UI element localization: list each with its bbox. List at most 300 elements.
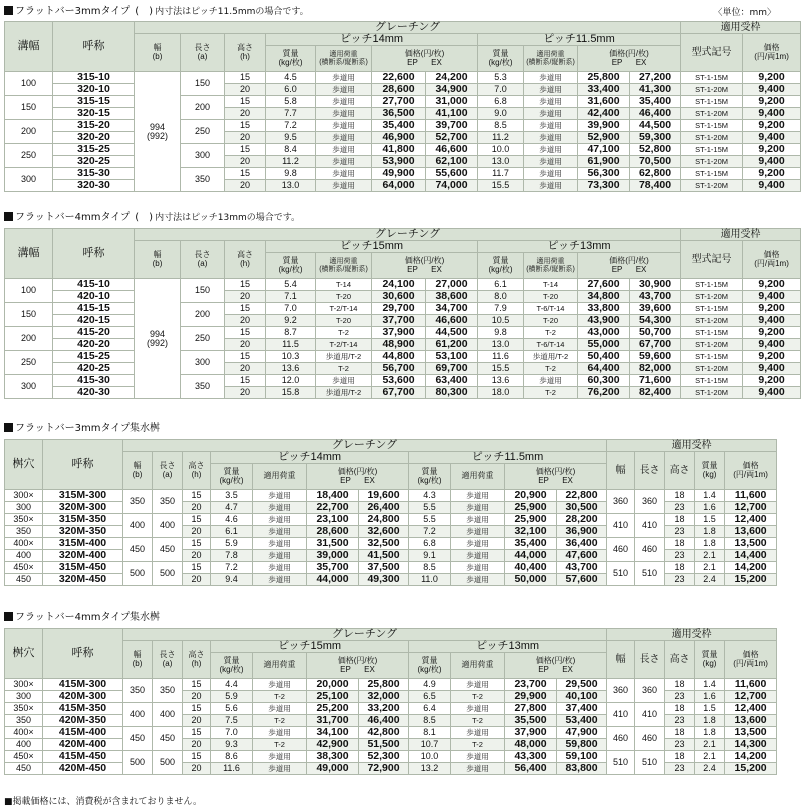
cell-frame-nagasa: 460 xyxy=(635,727,665,751)
cell-price-ep-a: 49,900 xyxy=(372,168,426,180)
cell-weight-a: 7.2 xyxy=(211,562,253,574)
cell-price-ep-a: 24,100 xyxy=(372,279,426,291)
header-kakaku-b: 価格(円/枚) EP EX xyxy=(505,464,607,490)
cell-nagasa: 350 xyxy=(153,679,183,703)
cell-weight-b: 8.5 xyxy=(478,120,524,132)
cell-code: 420M-350 xyxy=(43,715,123,727)
header-kakaku: 価格 (円/両1m) xyxy=(743,34,801,72)
header-mizohaba: 溝幅 xyxy=(5,22,53,72)
header-kosho: 呼称 xyxy=(53,22,135,72)
cell-mizohaba: 150 xyxy=(5,303,53,327)
cell-takasa: 15 xyxy=(225,72,266,84)
cell-frame-model: ST-1-20M xyxy=(681,132,743,144)
table-row xyxy=(5,363,801,375)
cell-price-ex-a: 25,800 xyxy=(359,679,409,691)
table-row xyxy=(5,96,801,108)
cell-load-a: 歩道用 xyxy=(253,490,307,502)
cell-mizohaba: 300 xyxy=(5,168,53,192)
cell-frame-model: ST-1-15M xyxy=(681,144,743,156)
cell-load-b: 歩道用 xyxy=(451,550,505,562)
cell-price-ex-b: 44,500 xyxy=(630,120,681,132)
cell-frame-nagasa: 460 xyxy=(635,538,665,562)
cell-takasa: 15 xyxy=(183,490,211,502)
cell-price-ep-b: 55,000 xyxy=(578,339,630,351)
cell-price-ex-a: 24,800 xyxy=(359,514,409,526)
cell-price-ex-b: 82,400 xyxy=(630,387,681,399)
cell-frame-takasa: 23 xyxy=(665,574,695,586)
cell-frame-takasa: 18 xyxy=(665,679,695,691)
cell-load-a: 歩道用 xyxy=(316,168,372,180)
header-frame-haba: 幅 xyxy=(607,641,635,679)
header-kakaku-a: 価格(円/枚) EP EX xyxy=(372,46,478,72)
cell-code: 320M-450 xyxy=(43,574,123,586)
cell-weight-a: 6.0 xyxy=(266,84,316,96)
cell-frame-price: 9,200 xyxy=(743,144,801,156)
section1-title-text: フラットバー3mmタイプ xyxy=(15,6,130,17)
cell-price-ex-b: 54,300 xyxy=(630,315,681,327)
table-row xyxy=(5,315,801,327)
cell-frame-price: 9,200 xyxy=(743,72,801,84)
cell-load-a: 歩道用 xyxy=(253,562,307,574)
cell-price-ex-b: 67,700 xyxy=(630,339,681,351)
cell-price-ex-a: 52,300 xyxy=(359,751,409,763)
cell-code: 315M-400 xyxy=(43,538,123,550)
cell-frame-model: ST-1-20M xyxy=(681,180,743,192)
cell-price-ex-a: 26,400 xyxy=(359,502,409,514)
cell-price-ep-a: 56,700 xyxy=(372,363,426,375)
cell-price-ep-a: 28,600 xyxy=(307,526,359,538)
cell-price-ex-b: 57,600 xyxy=(557,574,607,586)
cell-frame-price: 9,400 xyxy=(743,291,801,303)
cell-weight-b: 10.0 xyxy=(478,144,524,156)
cell-haba: 450 xyxy=(123,538,153,562)
cell-load-a: T-2 xyxy=(253,715,307,727)
header-masuana: 桝穴 xyxy=(5,629,43,679)
table-row xyxy=(5,538,777,550)
cell-weight-b: 6.8 xyxy=(478,96,524,108)
cell-frame-takasa: 18 xyxy=(665,751,695,763)
cell-price-ep-b: 33,400 xyxy=(578,84,630,96)
section1-inner-note: 内寸法はピッチ11.5mmの場合です。 xyxy=(155,7,309,17)
cell-price-ep-b: 56,400 xyxy=(505,763,557,775)
cell-price-ep-a: 27,700 xyxy=(372,96,426,108)
cell-price-ep-b: 31,600 xyxy=(578,96,630,108)
cell-takasa: 20 xyxy=(225,156,266,168)
header-frame-shitsuryo: 質量 (kg) xyxy=(695,641,725,679)
cell-masuana: 450× xyxy=(5,562,43,574)
cell-load-b: 歩道用 xyxy=(524,156,578,168)
cell-weight-a: 9.2 xyxy=(266,315,316,327)
table-flatbar-3mm xyxy=(4,21,801,192)
cell-code: 420-20 xyxy=(53,339,135,351)
cell-takasa: 15 xyxy=(225,120,266,132)
cell-frame-nagasa: 510 xyxy=(635,751,665,775)
cell-nagasa: 150 xyxy=(181,72,225,96)
cell-load-a: 歩道用 xyxy=(253,679,307,691)
cell-weight-b: 13.2 xyxy=(409,763,451,775)
cell-frame-haba: 460 xyxy=(607,538,635,562)
header-frame-haba: 幅 xyxy=(607,452,635,490)
cell-nagasa: 450 xyxy=(153,727,183,751)
cell-load-b: T-2 xyxy=(451,739,505,751)
cell-weight-a: 13.0 xyxy=(266,180,316,192)
cell-frame-model: ST-1-20M xyxy=(681,108,743,120)
header-nagasa: 長さ (a) xyxy=(181,34,225,72)
cell-frame-weight: 2.4 xyxy=(695,763,725,775)
table2-body xyxy=(5,279,801,399)
cell-price-ep-b: 44,000 xyxy=(505,550,557,562)
cell-load-a: 歩道用 xyxy=(253,514,307,526)
cell-frame-takasa: 18 xyxy=(665,490,695,502)
cell-load-b: T-2 xyxy=(451,715,505,727)
cell-load-b: T-2 xyxy=(524,363,578,375)
cell-price-ex-a: 51,500 xyxy=(359,739,409,751)
cell-frame-price: 9,400 xyxy=(743,387,801,399)
cell-frame-price: 14,200 xyxy=(725,562,777,574)
cell-weight-a: 4.4 xyxy=(211,679,253,691)
cell-frame-weight: 1.6 xyxy=(695,691,725,703)
cell-price-ep-a: 35,700 xyxy=(307,562,359,574)
header-pitch-b: ピッチ11.5mm xyxy=(478,34,681,46)
cell-frame-model: ST-1-15M xyxy=(681,168,743,180)
cell-masuana: 400× xyxy=(5,727,43,739)
footnote: ■掲載価格には、消費税が含まれておりません。 xyxy=(4,797,203,807)
cell-mizohaba: 250 xyxy=(5,144,53,168)
cell-takasa: 15 xyxy=(183,751,211,763)
cell-code: 415M-400 xyxy=(43,727,123,739)
cell-price-ex-a: 42,800 xyxy=(359,727,409,739)
cell-weight-b: 5.5 xyxy=(409,502,451,514)
table-row xyxy=(5,180,801,192)
header-katashiki: 型式記号 xyxy=(681,34,743,72)
cell-weight-b: 8.0 xyxy=(478,291,524,303)
header-pitch-a: ピッチ15mm xyxy=(211,641,409,653)
table-row xyxy=(5,132,801,144)
cell-load-b: T-2 xyxy=(451,691,505,703)
header-kakaku-a: 価格(円/枚) EP EX xyxy=(307,653,409,679)
cell-frame-takasa: 23 xyxy=(665,763,695,775)
table4-body xyxy=(5,679,777,775)
cell-weight-b: 6.1 xyxy=(478,279,524,291)
cell-frame-weight: 1.5 xyxy=(695,514,725,526)
table-row xyxy=(5,375,801,387)
cell-nagasa: 450 xyxy=(153,538,183,562)
cell-price-ex-a: 46,600 xyxy=(426,144,478,156)
cell-load-b: 歩道用 xyxy=(451,679,505,691)
cell-takasa: 20 xyxy=(183,502,211,514)
cell-takasa: 15 xyxy=(225,168,266,180)
header-kaju-b: 適用荷重 xyxy=(451,653,505,679)
cell-frame-weight: 1.8 xyxy=(695,727,725,739)
cell-takasa: 20 xyxy=(225,108,266,120)
cell-load-a: 歩道用 xyxy=(316,375,372,387)
cell-weight-a: 7.1 xyxy=(266,291,316,303)
cell-price-ep-b: 56,300 xyxy=(578,168,630,180)
cell-frame-price: 9,400 xyxy=(743,156,801,168)
cell-weight-a: 7.2 xyxy=(266,120,316,132)
cell-weight-b: 4.3 xyxy=(409,490,451,502)
cell-price-ex-b: 22,800 xyxy=(557,490,607,502)
cell-frame-haba: 460 xyxy=(607,727,635,751)
table-row xyxy=(5,156,801,168)
cell-masuana: 350 xyxy=(5,715,43,727)
cell-frame-price: 9,400 xyxy=(743,132,801,144)
cell-weight-b: 7.0 xyxy=(478,84,524,96)
table-row xyxy=(5,108,801,120)
cell-frame-price: 12,700 xyxy=(725,691,777,703)
cell-weight-a: 11.5 xyxy=(266,339,316,351)
cell-frame-model: ST-1-20M xyxy=(681,315,743,327)
cell-takasa: 15 xyxy=(225,303,266,315)
cell-takasa: 20 xyxy=(225,363,266,375)
cell-price-ex-b: 36,900 xyxy=(557,526,607,538)
cell-takasa: 15 xyxy=(225,144,266,156)
cell-frame-price: 9,400 xyxy=(743,339,801,351)
cell-price-ep-b: 37,900 xyxy=(505,727,557,739)
cell-price-ep-a: 44,000 xyxy=(307,574,359,586)
cell-masuana: 350× xyxy=(5,514,43,526)
cell-load-a: T-20 xyxy=(316,315,372,327)
cell-load-a: 歩道用 xyxy=(316,108,372,120)
cell-nagasa: 200 xyxy=(181,96,225,120)
cell-load-b: 歩道用 xyxy=(524,108,578,120)
header-katashiki: 型式記号 xyxy=(681,241,743,279)
cell-price-ex-a: 46,400 xyxy=(359,715,409,727)
header-shitsuryo-a: 質量 (kg/枚) xyxy=(266,46,316,72)
cell-price-ep-a: 41,800 xyxy=(372,144,426,156)
cell-price-ex-b: 53,400 xyxy=(557,715,607,727)
cell-price-ep-b: 60,300 xyxy=(578,375,630,387)
cell-weight-a: 5.4 xyxy=(266,279,316,291)
header-tekiyo-ukewaku: 適用受枠 xyxy=(681,22,801,34)
table-row xyxy=(5,168,801,180)
table-flatbar-4mm-shusuimasu xyxy=(4,628,777,775)
table-row xyxy=(5,84,801,96)
cell-weight-a: 9.3 xyxy=(211,739,253,751)
cell-price-ep-b: 76,200 xyxy=(578,387,630,399)
cell-price-ex-a: 55,600 xyxy=(426,168,478,180)
cell-weight-b: 10.5 xyxy=(478,315,524,327)
header-shitsuryo-a: 質量 (kg/枚) xyxy=(266,253,316,279)
section1-title xyxy=(4,5,309,19)
cell-price-ep-a: 46,900 xyxy=(372,132,426,144)
cell-load-a: 歩道用/T-2 xyxy=(316,351,372,363)
cell-price-ex-b: 36,400 xyxy=(557,538,607,550)
cell-price-ex-a: 80,300 xyxy=(426,387,478,399)
cell-price-ep-a: 20,000 xyxy=(307,679,359,691)
cell-weight-b: 9.1 xyxy=(409,550,451,562)
cell-weight-a: 7.0 xyxy=(266,303,316,315)
cell-weight-a: 9.5 xyxy=(266,132,316,144)
cell-price-ep-b: 34,800 xyxy=(578,291,630,303)
cell-load-b: 歩道用 xyxy=(451,727,505,739)
cell-frame-price: 9,200 xyxy=(743,375,801,387)
header-kaju-b: 適用荷重 (横断系/縦断系) xyxy=(524,46,578,72)
cell-load-a: 歩道用 xyxy=(316,156,372,168)
cell-price-ex-b: 82,000 xyxy=(630,363,681,375)
cell-weight-a: 8.7 xyxy=(266,327,316,339)
cell-price-ex-b: 50,700 xyxy=(630,327,681,339)
unit-note: 〈単位：mm〉 xyxy=(713,8,776,18)
cell-weight-a: 10.3 xyxy=(266,351,316,363)
cell-haba: 500 xyxy=(123,751,153,775)
cell-weight-b: 7.9 xyxy=(478,303,524,315)
cell-frame-price: 11,600 xyxy=(725,490,777,502)
cell-load-b: 歩道用 xyxy=(524,144,578,156)
cell-price-ex-a: 39,700 xyxy=(426,120,478,132)
cell-masuana: 400 xyxy=(5,550,43,562)
cell-frame-price: 9,200 xyxy=(743,327,801,339)
header-kakaku-b: 価格(円/枚) EP EX xyxy=(578,253,681,279)
cell-load-b: 歩道用/T-2 xyxy=(524,351,578,363)
cell-frame-nagasa: 410 xyxy=(635,514,665,538)
header-kakaku: 価格 (円/両1m) xyxy=(743,241,801,279)
cell-frame-weight: 1.8 xyxy=(695,538,725,550)
cell-haba: 450 xyxy=(123,727,153,751)
cell-masuana: 400 xyxy=(5,739,43,751)
cell-price-ep-b: 25,900 xyxy=(505,514,557,526)
cell-weight-a: 7.7 xyxy=(266,108,316,120)
cell-load-b: 歩道用 xyxy=(451,574,505,586)
cell-price-ex-a: 41,500 xyxy=(359,550,409,562)
cell-price-ep-a: 42,900 xyxy=(307,739,359,751)
cell-weight-b: 7.2 xyxy=(409,526,451,538)
cell-frame-price: 15,200 xyxy=(725,574,777,586)
cell-frame-price: 11,600 xyxy=(725,679,777,691)
cell-frame-takasa: 23 xyxy=(665,739,695,751)
cell-price-ex-a: 69,700 xyxy=(426,363,478,375)
cell-weight-b: 11.0 xyxy=(409,574,451,586)
cell-price-ex-a: 27,000 xyxy=(426,279,478,291)
cell-frame-price: 9,400 xyxy=(743,84,801,96)
cell-frame-haba: 410 xyxy=(607,703,635,727)
cell-weight-b: 15.5 xyxy=(478,180,524,192)
cell-mizohaba: 100 xyxy=(5,72,53,96)
cell-load-b: 歩道用 xyxy=(524,168,578,180)
section4-title xyxy=(4,611,160,625)
cell-code: 320-10 xyxy=(53,84,135,96)
cell-takasa: 15 xyxy=(225,96,266,108)
cell-weight-b: 5.5 xyxy=(409,514,451,526)
header-grating: グレーチング xyxy=(123,629,607,641)
cell-takasa: 15 xyxy=(183,679,211,691)
cell-load-b: T-14 xyxy=(524,279,578,291)
cell-code: 415M-300 xyxy=(43,679,123,691)
cell-load-b: 歩道用 xyxy=(451,562,505,574)
cell-load-b: 歩道用 xyxy=(451,502,505,514)
cell-takasa: 15 xyxy=(225,327,266,339)
table1-body xyxy=(5,72,801,192)
table-row xyxy=(5,72,801,84)
cell-frame-price: 13,600 xyxy=(725,526,777,538)
header-shitsuryo-b: 質量 (kg/枚) xyxy=(409,464,451,490)
section3-title-text: フラットバー3mmタイプ集水桝 xyxy=(15,423,160,434)
cell-weight-b: 4.9 xyxy=(409,679,451,691)
header-shitsuryo-a: 質量 (kg/枚) xyxy=(211,653,253,679)
cell-takasa: 20 xyxy=(183,526,211,538)
cell-price-ex-a: 49,300 xyxy=(359,574,409,586)
cell-frame-weight: 2.1 xyxy=(695,562,725,574)
cell-weight-b: 9.8 xyxy=(478,327,524,339)
cell-price-ep-a: 53,900 xyxy=(372,156,426,168)
cell-frame-price: 9,400 xyxy=(743,363,801,375)
cell-frame-weight: 2.1 xyxy=(695,739,725,751)
header-nagasa: 長さ (a) xyxy=(153,452,183,490)
cell-weight-b: 15.5 xyxy=(478,363,524,375)
header-haba: 幅 (b) xyxy=(135,34,181,72)
header-frame-takasa: 高さ xyxy=(665,452,695,490)
cell-price-ep-b: 23,700 xyxy=(505,679,557,691)
header-takasa: 高さ (h) xyxy=(183,452,211,490)
cell-frame-nagasa: 410 xyxy=(635,703,665,727)
cell-frame-haba: 510 xyxy=(607,751,635,775)
cell-price-ex-a: 44,500 xyxy=(426,327,478,339)
cell-price-ep-a: 49,000 xyxy=(307,763,359,775)
cell-code: 420M-400 xyxy=(43,739,123,751)
cell-frame-price: 9,200 xyxy=(743,168,801,180)
cell-price-ex-b: 59,600 xyxy=(630,351,681,363)
cell-weight-a: 3.5 xyxy=(211,490,253,502)
header-kosho: 呼称 xyxy=(53,229,135,279)
cell-load-a: 歩道用 xyxy=(253,703,307,715)
cell-frame-price: 9,400 xyxy=(743,180,801,192)
cell-nagasa: 500 xyxy=(153,751,183,775)
cell-load-a: T-14 xyxy=(316,279,372,291)
cell-weight-a: 5.8 xyxy=(266,96,316,108)
header-kakaku-b: 価格(円/枚) EP EX xyxy=(505,653,607,679)
cell-takasa: 20 xyxy=(183,550,211,562)
cell-frame-price: 9,200 xyxy=(743,96,801,108)
cell-price-ex-b: 30,500 xyxy=(557,502,607,514)
section2-title-text: フラットバー4mmタイプ xyxy=(15,212,130,223)
cell-frame-takasa: 18 xyxy=(665,514,695,526)
cell-price-ep-a: 36,500 xyxy=(372,108,426,120)
section1-paren: ( ) xyxy=(135,6,154,17)
cell-price-ep-b: 47,100 xyxy=(578,144,630,156)
cell-masuana: 300× xyxy=(5,679,43,691)
cell-frame-model: ST-1-20M xyxy=(681,339,743,351)
cell-takasa: 20 xyxy=(183,574,211,586)
cell-weight-a: 5.6 xyxy=(211,703,253,715)
cell-price-ex-a: 33,200 xyxy=(359,703,409,715)
header-kaju-a: 適用荷重 (横断系/縦断系) xyxy=(316,46,372,72)
cell-load-b: 歩道用 xyxy=(451,514,505,526)
cell-weight-a: 13.6 xyxy=(266,363,316,375)
cell-code: 415-10 xyxy=(53,279,135,291)
cell-price-ex-b: 46,400 xyxy=(630,108,681,120)
cell-price-ep-b: 43,300 xyxy=(505,751,557,763)
cell-load-a: 歩道用 xyxy=(253,526,307,538)
header-kosho: 呼称 xyxy=(43,629,123,679)
cell-load-a: 歩道用 xyxy=(253,502,307,514)
cell-price-ep-b: 35,500 xyxy=(505,715,557,727)
header-shitsuryo-b: 質量 (kg/枚) xyxy=(478,46,524,72)
cell-load-a: 歩道用 xyxy=(316,84,372,96)
cell-load-a: 歩道用 xyxy=(316,96,372,108)
cell-weight-b: 6.4 xyxy=(409,703,451,715)
cell-code: 315-25 xyxy=(53,144,135,156)
cell-price-ex-b: 47,900 xyxy=(557,727,607,739)
cell-price-ep-a: 22,600 xyxy=(372,72,426,84)
cell-price-ex-b: 70,500 xyxy=(630,156,681,168)
cell-price-ep-b: 73,300 xyxy=(578,180,630,192)
cell-frame-haba: 510 xyxy=(607,562,635,586)
table3-body xyxy=(5,490,777,586)
cell-price-ep-b: 27,600 xyxy=(578,279,630,291)
cell-price-ex-b: 59,800 xyxy=(557,739,607,751)
square-bullet-icon xyxy=(4,612,13,621)
cell-load-a: T-20 xyxy=(316,291,372,303)
